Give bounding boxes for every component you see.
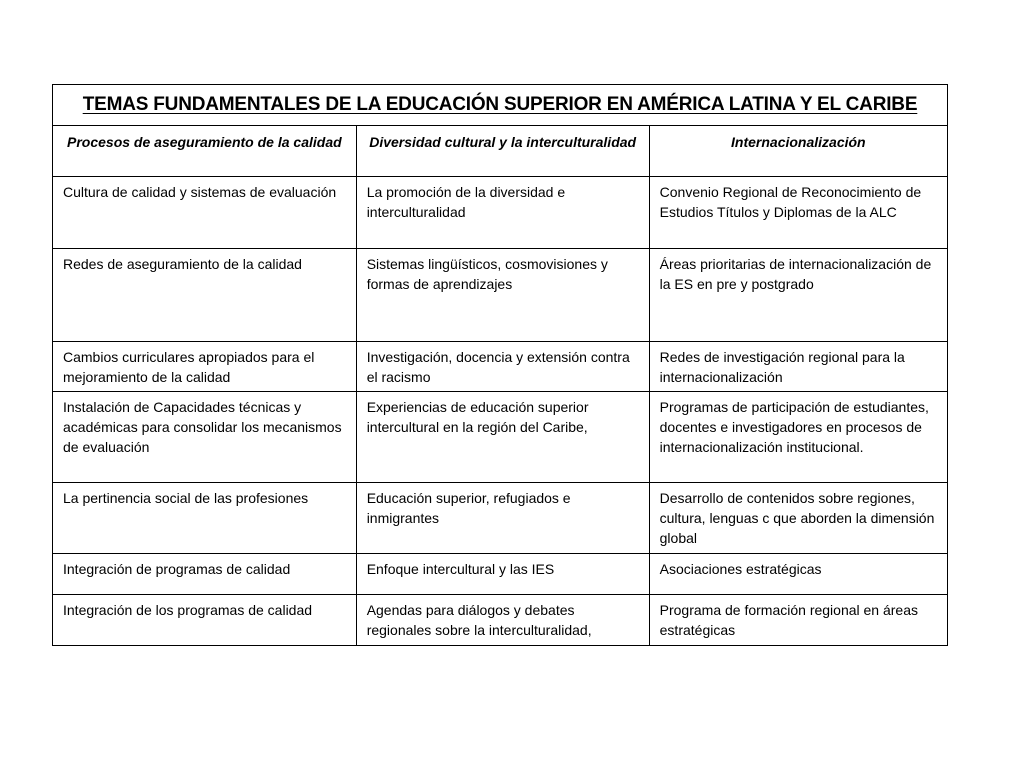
table-cell: Experiencias de educación superior intercultural en la región del Caribe, — [356, 392, 649, 483]
table-row — [53, 249, 948, 342]
table-cell: Investigación, docencia y extensión contra el racismo — [356, 342, 649, 392]
table-cell: Desarrollo de contenidos sobre regiones, cultura, lenguas c que aborden la dimensión global — [649, 483, 947, 554]
table-cell: Enfoque intercultural y las IES — [356, 554, 649, 595]
table-cell: La promoción de la diversidad e interculturalidad — [356, 177, 649, 249]
table-row — [53, 483, 948, 554]
table-cell: Áreas prioritarias de internacionalización de la ES en pre y postgrado — [649, 249, 947, 342]
table-cell: Sistemas lingüísticos, cosmovisiones y formas de aprendizajes — [356, 249, 649, 342]
table-cell: Convenio Regional de Reconocimiento de Estudios Títulos y Diplomas de la ALC — [649, 177, 947, 249]
table-cell: La pertinencia social de las profesiones — [53, 483, 357, 554]
table-cell: Instalación de Capacidades técnicas y académicas para consolidar los mecanismos de evaluación — [53, 392, 357, 483]
column-header-diversity: Diversidad cultural y la interculturalidad — [356, 126, 649, 177]
table-cell: Agendas para diálogos y debates regionales sobre la interculturalidad, — [356, 595, 649, 646]
table-cell: Programa de formación regional en áreas estratégicas — [649, 595, 947, 646]
table-cell: Cambios curriculares apropiados para el mejoramiento de la calidad — [53, 342, 357, 392]
table-title — [53, 85, 948, 126]
table-cell: Cultura de calidad y sistemas de evaluación — [53, 177, 357, 249]
table-row — [53, 177, 948, 249]
table-cell: Programas de participación de estudiantes, docentes e investigadores en procesos de internacionalización institucional. — [649, 392, 947, 483]
table-row — [53, 554, 948, 595]
table-cell: Educación superior, refugiados e inmigrantes — [356, 483, 649, 554]
table-row — [53, 342, 948, 392]
table-title-text: TEMAS FUNDAMENTALES DE LA EDUCACIÓN SUPERIOR EN AMÉRICA LATINA Y EL CARIBE — [82, 94, 918, 115]
table-cell: Redes de aseguramiento de la calidad — [53, 249, 357, 342]
table-cell: Integración de los programas de calidad — [53, 595, 357, 646]
table-row — [53, 595, 948, 646]
column-header-internationalization: Internacionalización — [649, 126, 947, 177]
table-cell: Asociaciones estratégicas — [649, 554, 947, 595]
table-row — [53, 392, 948, 483]
column-header-quality: Procesos de aseguramiento de la calidad — [53, 126, 357, 177]
table-cell: Redes de investigación regional para la internacionalización — [649, 342, 947, 392]
themes-table — [52, 84, 948, 646]
header-row — [53, 126, 948, 177]
table-cell: Integración de programas de calidad — [53, 554, 357, 595]
title-row — [53, 85, 948, 126]
